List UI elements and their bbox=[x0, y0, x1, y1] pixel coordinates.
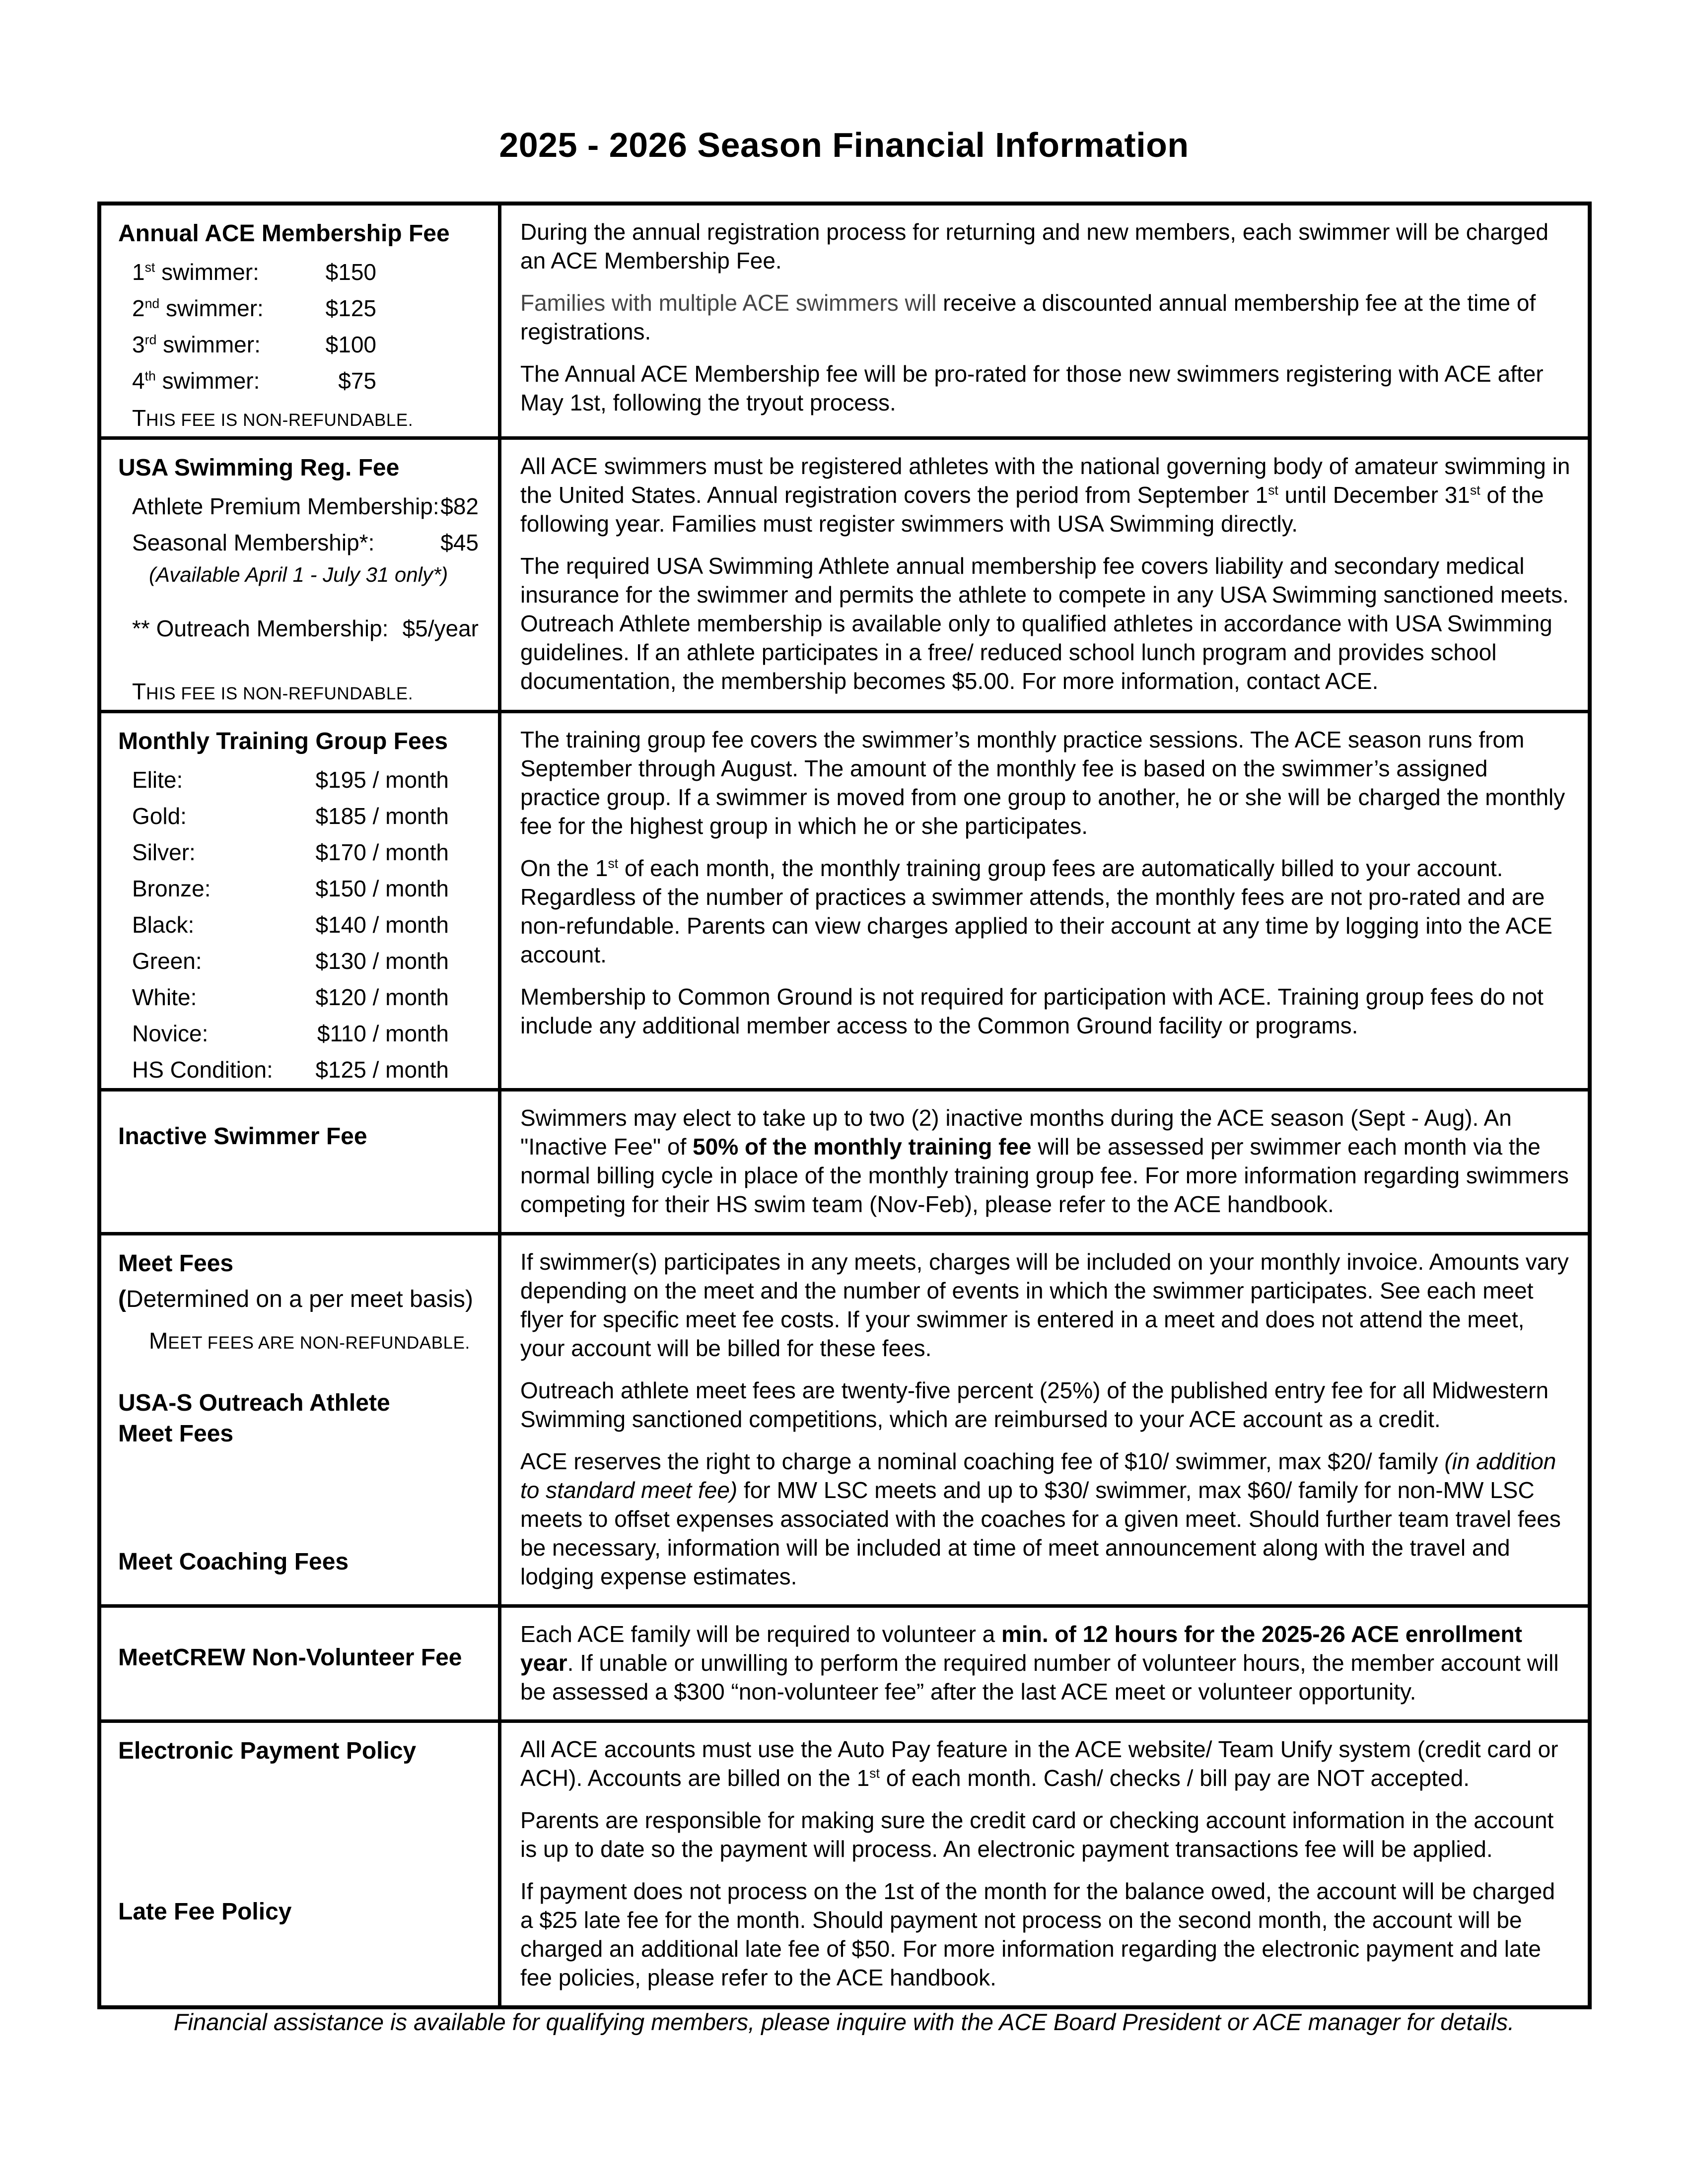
row-annual-membership-fee bbox=[101, 205, 1588, 436]
cell-payment-policy-text: All ACE accounts must use the Auto Pay feature in the ACE website/ Team Unify system (credit card or ACH). Accounts are billed on the 1st of each month. Cash/ checks / bill pay are NOT accepted. Parents are responsible for making sure the credit card or checking account information in the account is up to date so the payment will process. An electronic payment transactions fee will be applied. If payment does not process on the 1st of the month for the balance owed, the account will be charged a $25 late fee for the month. Should payment not process on the second month, the account will be charged an additional late fee of $50. For more information regarding the electronic payment and late fee policies, please refer to the ACE handbook. bbox=[520, 1736, 1558, 1990]
cell-meetcrew-text: Each ACE family will be required to volunteer a min. of 12 hours for the 2025-26 ACE enrollment year. If unable or unwilling to perform the required number of volunteer hours, the member account will be assessed a $300 “non-volunteer fee” after the last ACE meet or volunteer opportunity. bbox=[520, 1621, 1559, 1705]
cell-meet-fees-label: Meet Fees (Determined on a per meet basis) MEET FEES ARE NON-REFUNDABLE. USA-S Outreach Athlete Meet Fees Meet Coaching Fees bbox=[101, 1235, 501, 1604]
cell-usa-swimming-label: USA Swimming Reg. Fee Athlete Premium Membership: $82 Seasonal Membership*: $45 (Available April 1 - July 31 only*) ** Outreach Membership: $5/year THIS FEE IS NON-REFUNDABLE. bbox=[101, 440, 501, 710]
cell-training-fees-text: The training group fee covers the swimmer’s monthly practice sessions. The ACE season runs from September through August. The amount of the monthly fee is based on the swimmer’s assigned practice group. If a swimmer is moved from one group to another, he or she will be charged the monthly fee for the highest group in which he or she participates. On the 1st of each month, the monthly training group fees are automatically billed to your account. Regardless of the number of practices a swimmer attends, the monthly fees are not pro-rated and are non-refundable. Parents can view charges applied to their account at any time by logging into the ACE account. Membership to Common Ground is not required for participation with ACE. Training group fees do not include any additional member access to the Common Ground facility or programs. bbox=[520, 727, 1565, 1038]
cell-annual-membership-label: Annual ACE Membership Fee 1st swimmer: $150 2nd swimmer: $125 3rd swimmer: $100 4th swimmer: $75 THIS FEE IS NON-REFUNDABLE. bbox=[101, 205, 501, 436]
row-inactive-swimmer-fee bbox=[101, 1088, 1588, 1232]
financial-assistance-note: Financial assistance is available for qualifying members, please inquire with the ACE Board President or ACE manager for details. bbox=[173, 2009, 1515, 2035]
cell-annual-membership-text: During the annual registration process for returning and new members, each swimmer will be charged an ACE Membership Fee. Families with multiple ACE swimmers will receive a discounted annual membership fee at the time of registrations. The Annual ACE Membership fee will be pro-rated for those new swimmers registering with ACE after May 1st, following the tryout process. bbox=[520, 219, 1548, 415]
cell-inactive-fee-label: Inactive Swimmer Fee bbox=[101, 1092, 501, 1232]
row-meetcrew-nonvolunteer-fee bbox=[101, 1604, 1588, 1719]
row-usa-swimming-reg-fee bbox=[101, 436, 1588, 710]
row-monthly-training-fees bbox=[101, 710, 1588, 1088]
cell-usa-swimming-text: All ACE swimmers must be registered athletes with the national governing body of amateur swimming in the United States. Annual registration covers the period from September 1st until December 31st of the following year. Families must register swimmers with USA Swimming directly. The required USA Swimming Athlete annual membership fee covers liability and secondary medical insurance for the swimmer and permits the athlete to compete in any USA Swimming sanctioned meets. Outreach Athlete membership is available only to qualified athletes in accordance with USA Swimming guidelines. If an athlete participates in a free/ reduced school lunch program and provides school documentation, the membership becomes $5.00. For more information, contact ACE. bbox=[520, 453, 1570, 694]
cell-inactive-fee-text: Swimmers may elect to take up to two (2) inactive months during the ACE season (Sept - Aug). An "Inactive Fee" of 50% of the monthly training fee will be assessed per swimmer each month via the normal billing cycle in place of the monthly training group fee. For more information regarding swimmers competing for their HS swim team (Nov-Feb), please refer to the ACE handbook. bbox=[520, 1105, 1569, 1217]
row-payment-policies bbox=[101, 1719, 1588, 2005]
cell-meetcrew-label: MeetCREW Non-Volunteer Fee bbox=[101, 1608, 501, 1719]
row-meet-fees bbox=[101, 1232, 1588, 1604]
cell-training-fees-label: Monthly Training Group Fees Elite: $195 / month Gold: $185 / month Silver: $170 / month Bronze: $150 / month Black: $140 / month Green: $130 / month White: $120 / month Novice: $110 / month HS Condition: $125 / month bbox=[101, 713, 501, 1088]
page-title: 2025 - 2026 Season Financial Information bbox=[499, 126, 1189, 164]
cell-payment-policy-label: Electronic Payment Policy Late Fee Policy bbox=[101, 1723, 501, 2005]
financial-table bbox=[97, 202, 1592, 2009]
cell-meet-fees-text: If swimmer(s) participates in any meets, charges will be included on your monthly invoice. Amounts vary depending on the meet and the number of events in which the swimmer participates. See each meet flyer for specific meet fee costs. If your swimmer is entered in a meet and does not attend the meet, your account will be billed for these fees. Outreach athlete meet fees are twenty-five percent (25%) of the published entry fee for all Midwestern Swimming sanctioned competitions, which are reimbursed to your ACE account as a credit. ACE reserves the right to charge a nominal coaching fee of $10/ swimmer, max $20/ family (in addition to standard meet fee) for MW LSC meets and up to $30/ swimmer, max $60/ family for non-MW LSC meets to offset expenses associated with the coaches for a given meet. Should further team travel fees be necessary, information will be included at time of meet announcement along with the travel and lodging expense estimates. bbox=[520, 1249, 1569, 1589]
